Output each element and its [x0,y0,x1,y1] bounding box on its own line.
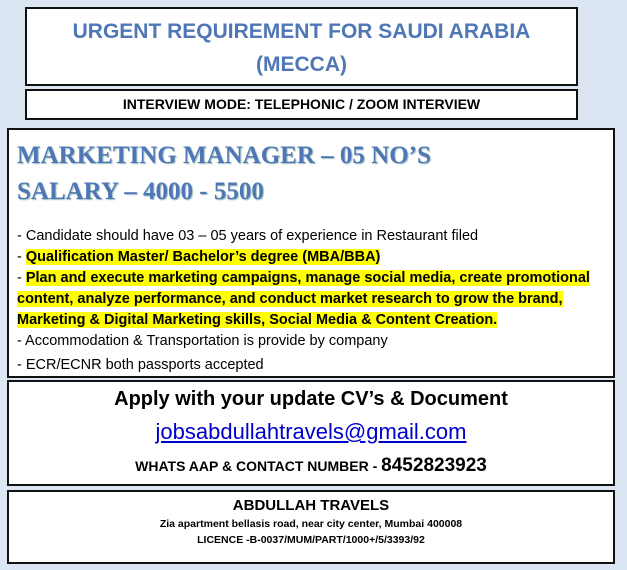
qualification-text: Qualification Master/ Bachelor’s degree (MBA/BBA) [25,249,381,265]
contact-label: WHATS AAP & CONTACT NUMBER - [135,458,382,474]
apply-text: Apply with your update CV’s & Document [114,388,508,410]
contact-line [9,455,613,477]
requirement-passport: - ECR/ECNR both passports accepted [17,357,264,373]
header-box [25,7,578,86]
requirement-accommodation: - Accommodation & Transportation is provide by company [17,333,388,349]
bullet: - [17,270,26,286]
company-box [7,490,615,564]
interview-mode: INTERVIEW MODE: TELEPHONIC / ZOOM INTERVIEW [25,89,578,120]
requirement-qualification [17,247,605,268]
duties-text: Plan and execute marketing campaigns, manage social media, create promotional content, analyze performance, and conduct market research to grow the brand, Marketing & Digital Marketing skills, Social Media & Content Creation. [17,270,590,328]
bullet: - [17,249,26,265]
header-title: URGENT REQUIREMENT FOR SAUDI ARABIA [72,20,531,43]
job-details [7,128,615,378]
company-address: Zia apartment bellasis road, near city center, Mumbai 400008 [159,518,463,530]
phone-number: 8452823923 [381,455,487,476]
company-name: ABDULLAH TRAVELS [232,497,390,514]
company-licence: LICENCE -B-0037/MUM/PART/1000+/5/3393/92 [197,534,425,546]
salary: SALARY – 4000 - 5500 [17,178,264,205]
requirement-experience: - Candidate should have 03 – 05 years of experience in Restaurant filed [17,228,479,244]
header-location: (MECCA) [256,53,347,76]
requirement-duties [17,268,605,331]
email-link[interactable]: jobsabdullahtravels@gmail.com [155,419,467,444]
job-title: MARKETING MANAGER – 05 NO’S [17,142,431,169]
apply-box [7,380,615,486]
